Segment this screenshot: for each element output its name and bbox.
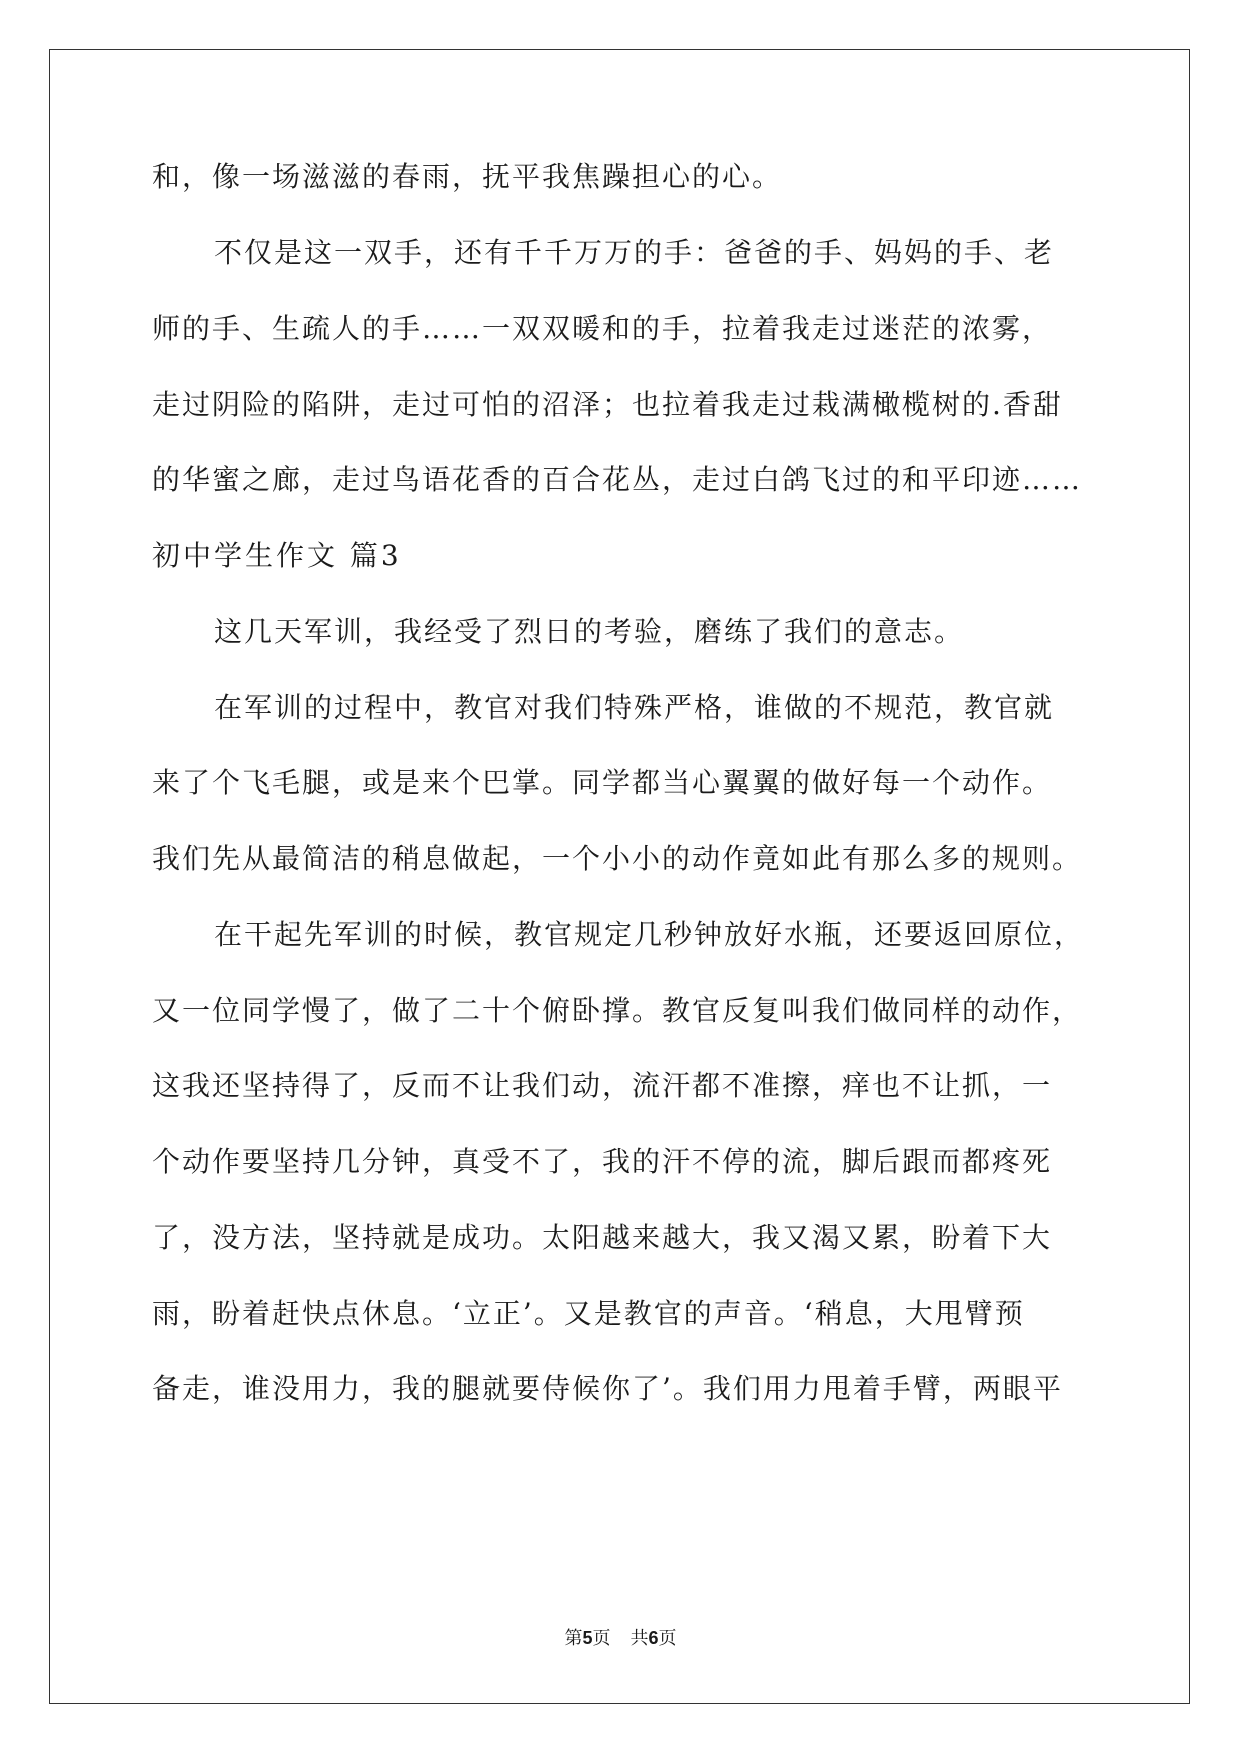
paragraph-line: 不仅是这一双手，还有千千万万的手：爸爸的手、妈妈的手、老 xyxy=(214,236,1055,269)
paragraph-line: 走过阴险的陷阱，走过可怕的沼泽；也拉着我走过栽满橄榄树的.香甜 xyxy=(152,388,1063,421)
total-label-suffix: 页 xyxy=(658,1628,677,1649)
paragraph-line: 来了个飞毛腿，或是来个巴掌。同学都当心翼翼的做好每一个动作。 xyxy=(152,766,1053,799)
total-pages: 6 xyxy=(648,1628,659,1648)
page-label-prefix: 第 xyxy=(564,1628,583,1649)
paragraph-line: 的华蜜之廊，走过鸟语花香的百合花丛，走过白鸽飞过的和平印迹…… xyxy=(152,463,1083,496)
paragraph-line: 这几天军训，我经受了烈日的考验，磨练了我们的意志。 xyxy=(214,615,965,648)
paragraph-line: 备走，谁没用力，我的腿就要侍候你了’。我们用力甩着手臂，两眼平 xyxy=(152,1372,1063,1405)
paragraph-line: 又一位同学慢了，做了二十个俯卧撑。教官反复叫我们做同样的动作， xyxy=(152,994,1083,1027)
page-number: 5 xyxy=(582,1628,593,1648)
paragraph-line: 了，没方法，坚持就是成功。太阳越来越大，我又渴又累，盼着下大 xyxy=(152,1221,1053,1254)
page-footer xyxy=(0,1625,1241,1652)
paragraph-line: 在军训的过程中，教官对我们特殊严格，谁做的不规范，教官就 xyxy=(214,691,1055,724)
paragraph-line: 师的手、生疏人的手……一双双暖和的手，拉着我走过迷茫的浓雾， xyxy=(152,312,1053,345)
paragraph-line: 和，像一场滋滋的春雨，抚平我焦躁担心的心。 xyxy=(152,160,783,193)
paragraph-line: 个动作要坚持几分钟，真受不了，我的汗不停的流，脚后跟而都疼死 xyxy=(152,1145,1053,1178)
paragraph-line: 我们先从最简洁的稍息做起，一个小小的动作竟如此有那么多的规则。 xyxy=(152,842,1083,875)
page-label-suffix: 页 xyxy=(592,1628,611,1649)
paragraph-line: 这我还坚持得了，反而不让我们动，流汗都不准擦，痒也不让抓，一 xyxy=(152,1069,1053,1102)
paragraph-line: 雨，盼着赶快点休息。‘立正’。又是教官的声音。‘稍息，大甩臂预 xyxy=(152,1297,1025,1330)
paragraph-line: 在干起先军训的时候，教官规定几秒钟放好水瓶，还要返回原位， xyxy=(214,918,1085,951)
section-heading: 初中学生作文 篇3 xyxy=(152,539,402,572)
total-label-prefix: 共 xyxy=(630,1628,649,1649)
